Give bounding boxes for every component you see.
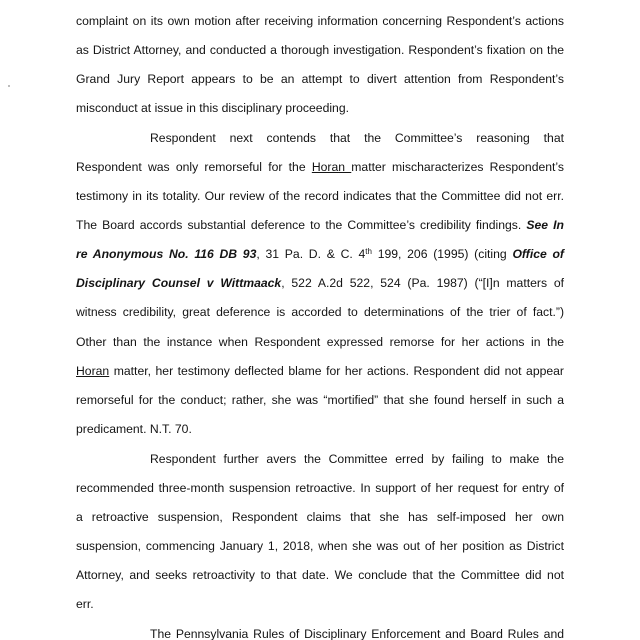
- paragraph-first-line: The Pennsylvania Rules of Disciplinary Enforcement and Board Rules and: [150, 627, 564, 640]
- scan-speck: [8, 85, 10, 87]
- case-citation-wittmaack: Disciplinary Counsel v Wittmaack: [76, 276, 282, 290]
- text-line: testimony in its totality. Our review of the record indicates that the Committee did not err.: [76, 189, 564, 203]
- case-name-horan: Horan: [76, 364, 110, 378]
- case-citation-anonymous: re Anonymous No. 116 DB 93: [76, 247, 257, 261]
- text-line: as District Attorney, and conducted a thorough investigation. Respondent’s fixation on the: [76, 43, 564, 57]
- text-line: Disciplinary Counsel v Wittmaack, 522 A.2d 522, 524 (Pa. 1987) (“[I]n matters of: [76, 276, 565, 290]
- text-line: Other than the instance when Respondent expressed remorse for her actions in the: [76, 335, 564, 349]
- text-line: remorseful for the conduct; rather, she was “mortified” that she found herself in such a: [76, 393, 564, 407]
- text-line: re Anonymous No. 116 DB 93, 31 Pa. D. & C. 4th 199, 206 (1995) (citing Office of: [76, 247, 564, 261]
- text-line: Grand Jury Report appears to be an attempt to divert attention from Respondent’s: [76, 72, 564, 86]
- text-line: a retroactive suspension, Respondent claims that she has self-imposed her own: [76, 510, 564, 524]
- text-line: witness credibility, great deference is accorded to determinations of the trier of fact.”): [76, 305, 564, 319]
- text-line: Horan matter, her testimony deflected blame for her actions. Respondent did not appear: [76, 364, 564, 378]
- text-line: Respondent was only remorseful for the Horan matter mischaracterizes Respondent’s: [76, 160, 564, 174]
- citation-signal: See In: [526, 218, 564, 232]
- text-line: complaint on its own motion after receiving information concerning Respondent’s actions: [76, 14, 564, 28]
- text-line: Attorney, and seeks retroactivity to that date. We conclude that the Committee did not: [76, 568, 564, 582]
- text-line: predicament. N.T. 70.: [76, 422, 192, 436]
- text-line: The Board accords substantial deference to the Committee’s credibility findings. See In: [76, 218, 564, 232]
- paragraph-first-line: Respondent next contends that the Committee’s reasoning that: [150, 131, 564, 145]
- text-line: suspension, commencing January 1, 2018, when she was out of her position as District: [76, 539, 564, 553]
- text-line: misconduct at issue in this disciplinary proceeding.: [76, 101, 349, 115]
- paragraph-first-line: Respondent further avers the Committee erred by failing to make the: [150, 452, 564, 466]
- case-citation-odc: Office of: [512, 247, 564, 261]
- case-name-horan: Horan: [311, 160, 352, 174]
- text-line: err.: [76, 597, 94, 611]
- text-line: recommended three-month suspension retroactive. In support of her request for entry of: [76, 481, 564, 495]
